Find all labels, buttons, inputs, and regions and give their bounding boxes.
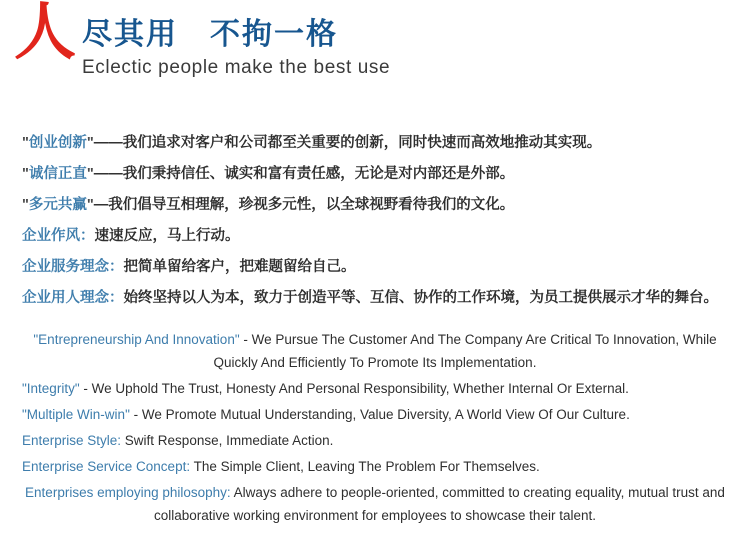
value-text-cn: ——我们追求对客户和公司都至关重要的创新，同时快速而高效地推动其实现。 [93,135,602,151]
page-header [0,0,750,81]
value-text-en: - We Pursue The Customer And The Company Are Critical To Innovation, While Quickly And Efficiently To Promote Its Implementation. [213,332,717,370]
value-line-winwin-en [22,403,728,426]
value-line-innovation-en [22,328,728,374]
value-line-style-en [22,429,728,452]
close-quote: " [86,197,94,213]
close-quote: " [86,166,94,182]
value-term-en: "Entrepreneurship And Innovation" [33,332,240,347]
value-text-cn: ——我们秉持信任、诚实和富有责任感，无论是对内部还是外部。 [93,166,515,182]
open-quote: " [22,135,29,151]
value-term-en: Enterprises employing philosophy: [25,485,231,500]
value-text-cn: 速速反应，马上行动。 [94,228,240,244]
value-line-innovation-cn [22,133,740,153]
value-term-cn: 企业服务理念： [22,259,124,275]
value-line-people-cn [22,288,740,308]
value-term-cn: 诚信正直 [28,166,87,182]
value-term-en: "Multiple Win-win" [22,407,130,422]
value-term-en: "Integrity" [22,381,80,396]
value-text-cn: 始终坚持以人为本，致力于创造平等、互信、协作的工作环境，为员工提供展示才华的舞台。 [123,290,718,306]
value-line-people-en [22,481,728,527]
value-line-service-cn [22,257,740,277]
value-line-integrity-en [22,377,728,400]
page-title-chinese: 尽其用 不拘一格 [82,18,339,51]
value-term-en: Enterprise Service Concept: [22,459,191,474]
value-line-style-cn [22,226,740,246]
value-term-cn: 企业用人理念： [22,290,124,306]
title-block [82,4,390,81]
value-text-cn: —我们倡导互相理解，珍视多元性，以全球视野看待我们的文化。 [93,197,515,213]
value-text-en: - We Uphold The Trust, Honesty And Personal Responsibility, Whether Internal Or External. [79,381,629,396]
ren-character-logo: 人 [14,0,77,67]
value-term-en: Enterprise Style: [22,433,122,448]
page-subtitle-english: Eclectic people make the best use [82,57,391,78]
value-text-cn: 把简单留给客户，把难题留给自己。 [123,259,356,275]
value-text-en: The Simple Client, Leaving The Problem For Themselves. [190,459,540,474]
value-text-en: - We Promote Mutual Understanding, Value Diversity, A World View Of Our Culture. [129,407,630,422]
value-line-winwin-cn [22,195,740,215]
value-term-cn: 多元共赢 [28,197,87,213]
value-text-en: Swift Response, Immediate Action. [121,433,334,448]
open-quote: " [22,166,29,182]
value-text-en: Always adhere to people-oriented, committed to creating equality, mutual trust and collaborative working environment for employees to showcase their talent. [154,485,725,523]
value-line-service-en [22,455,728,478]
value-line-integrity-cn [22,164,740,184]
value-term-cn: 企业作风： [22,228,95,244]
english-values-section [0,328,750,527]
open-quote: " [22,197,29,213]
chinese-values-section [0,133,750,308]
value-term-cn: 创业创新 [28,135,87,151]
close-quote: " [86,135,94,151]
